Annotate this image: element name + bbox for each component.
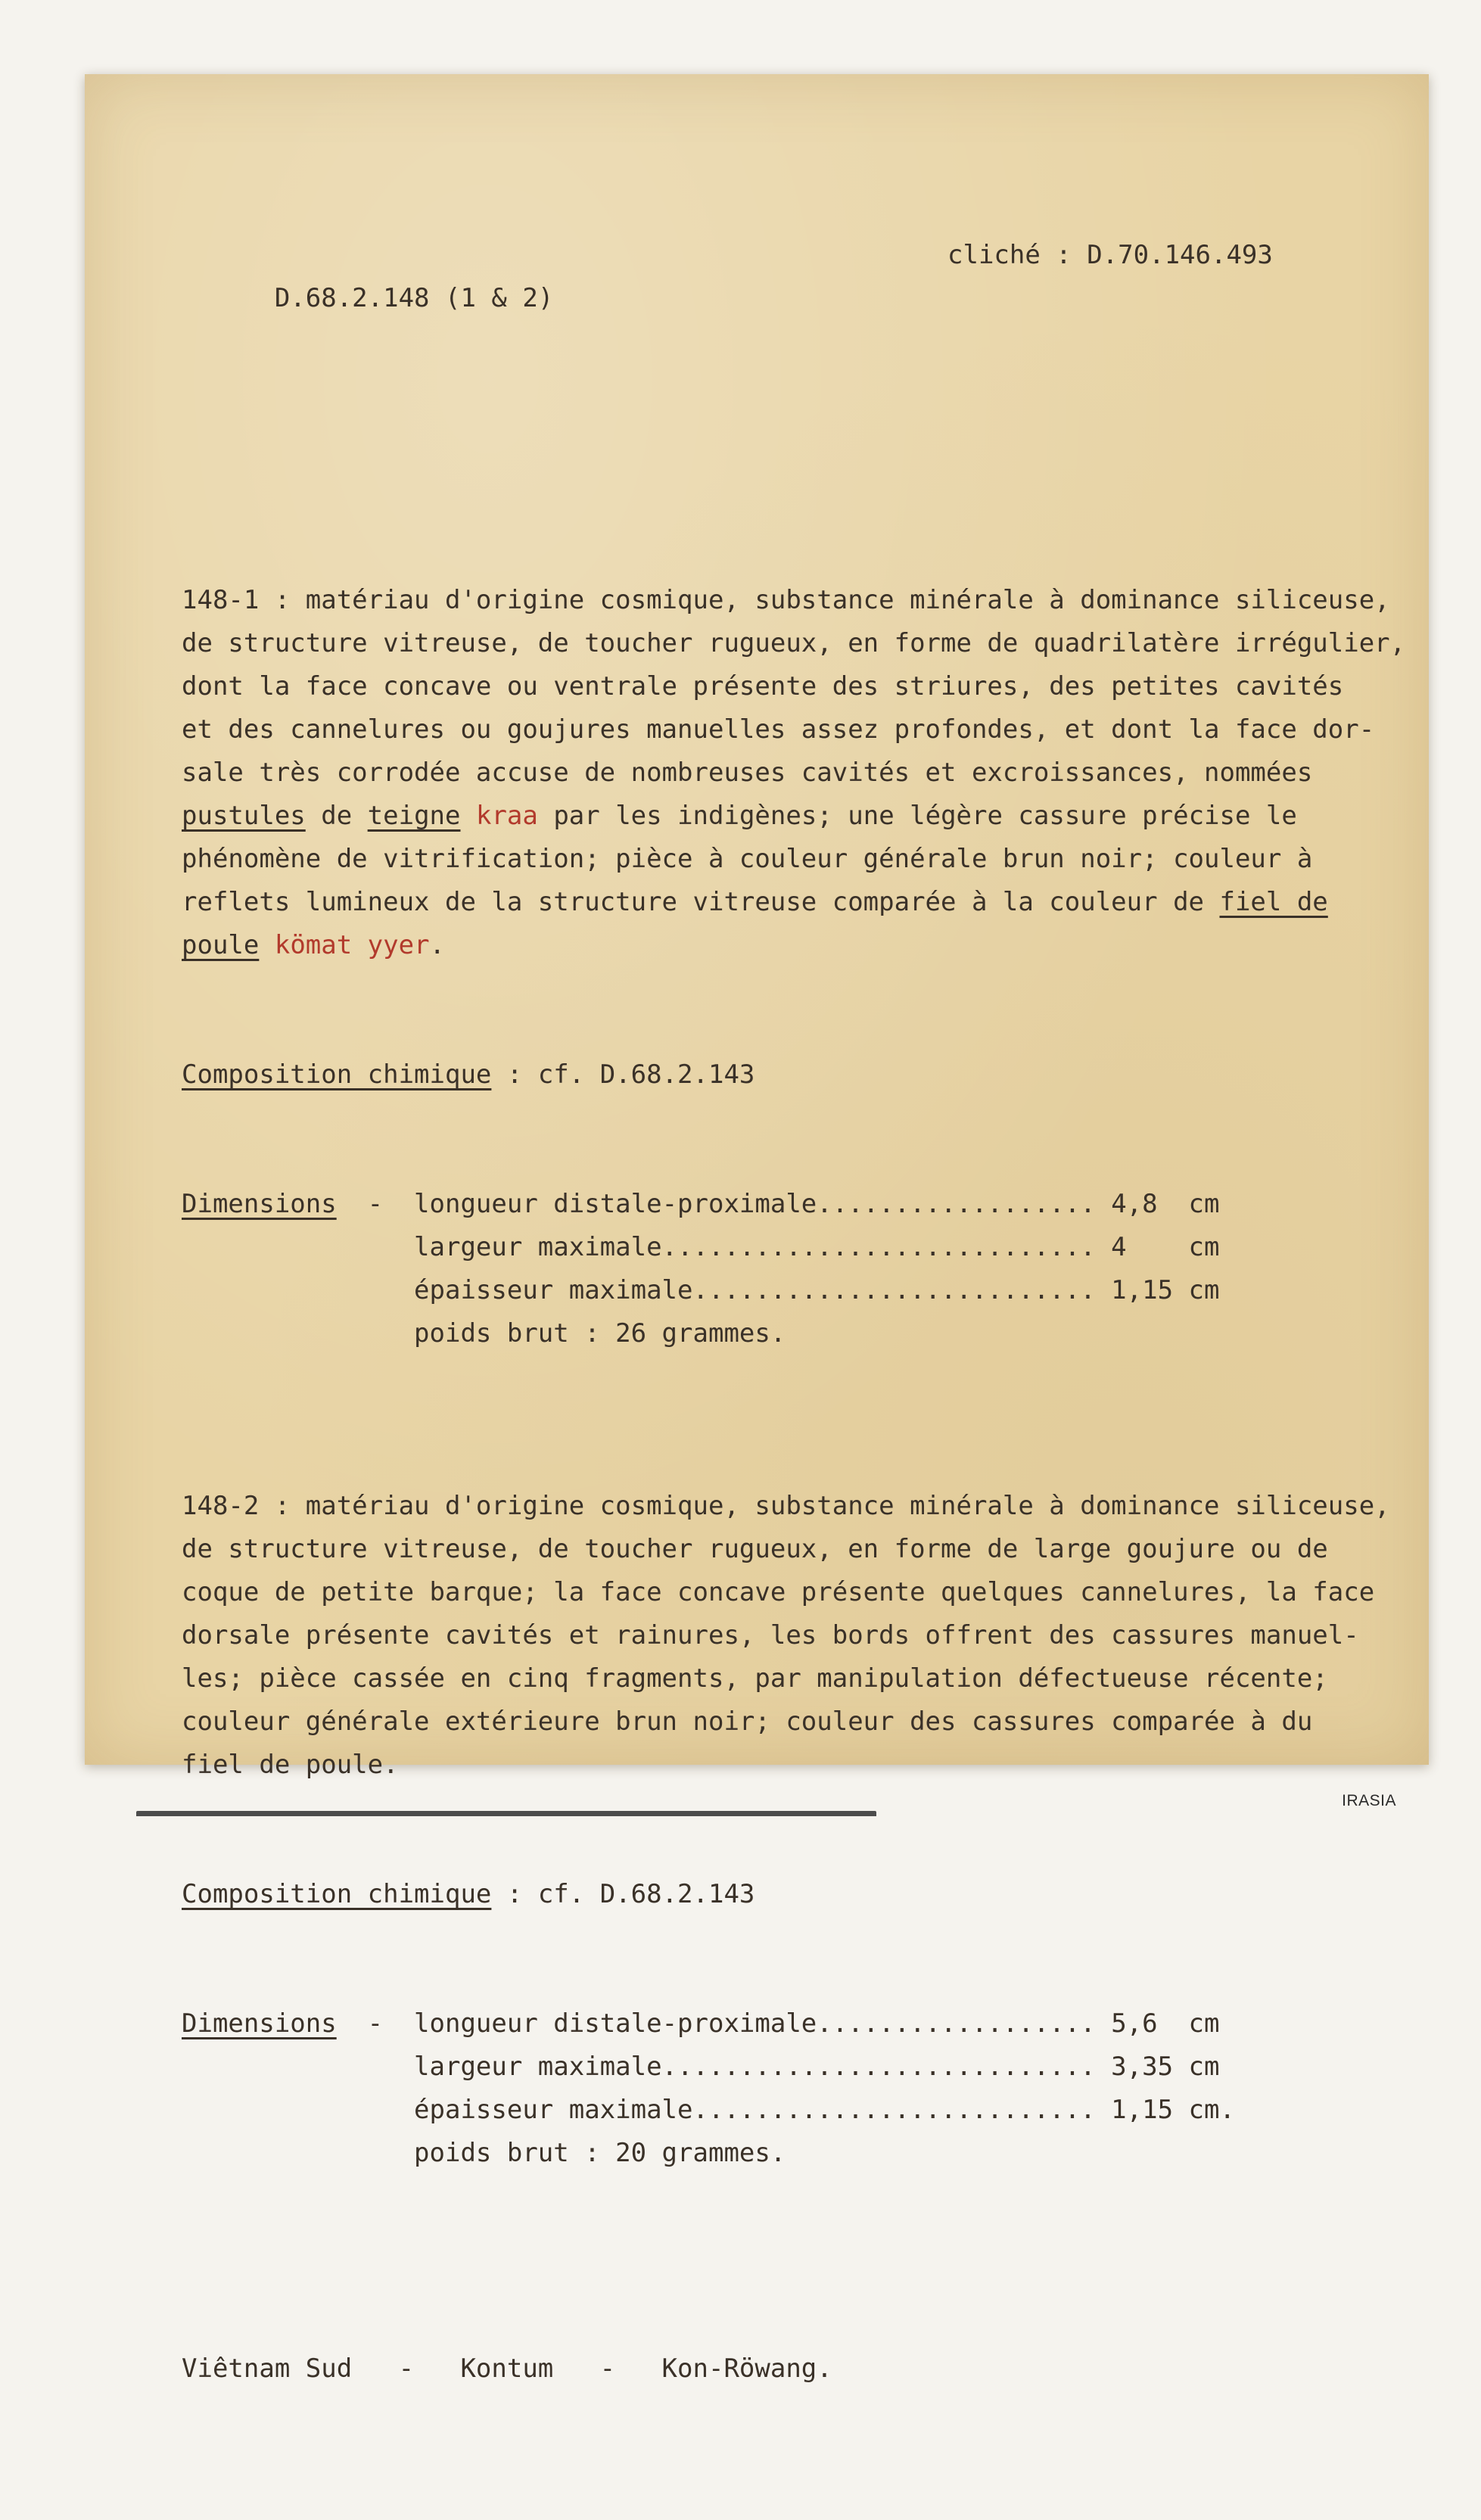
text-line: épaisseur maximale.......................... 1,15 cm [182, 1275, 1220, 1305]
item-148-1-dimensions [182, 1183, 1429, 1355]
text-line: largeur maximale............................ 3,35 cm [182, 2052, 1220, 2082]
item-148-2-description [182, 1485, 1429, 1787]
provenance-line: Viêtnam Sud - Kontum - Kon-Röwang. [182, 2354, 832, 2384]
text-line: poids brut : 26 grammes. [182, 1318, 786, 1349]
text-line: coque de petite barque; la face concave présente quelques cannelures, la face [182, 1577, 1375, 1607]
text-line: dorsale présente cavités et rainures, les bords offrent des cassures manuel- [182, 1620, 1359, 1650]
text-line: couleur générale extérieure brun noir; couleur des cassures comparée à du [182, 1706, 1313, 1737]
text-line: Composition chimique : cf. D.68.2.143 [182, 1879, 755, 1909]
text-line: épaisseur maximale.......................... 1,15 cm. [182, 2095, 1235, 2125]
text-line: Dimensions - longueur distale-proximale.................. 5,6 cm [182, 2008, 1220, 2039]
text-line: et des cannelures ou goujures manuelles assez profondes, et dont la face dor- [182, 714, 1375, 745]
item-148-2-composition [182, 1873, 1429, 1916]
text-line: de structure vitreuse, de toucher rugueux, en forme de quadrilatère irrégulier, [182, 628, 1406, 658]
text-line: poule kömat yyer. [182, 930, 446, 960]
photo-reference: cliché : D.70.146.493 [947, 240, 1273, 270]
item-148-2-dimensions [182, 2002, 1429, 2175]
text-line: Dimensions - longueur distale-proximale.................. 4,8 cm [182, 1189, 1220, 1219]
irasia-watermark: IRASIA [1342, 1792, 1396, 1809]
item-148-1-description [182, 579, 1429, 967]
scan-edge-artifact [136, 1811, 876, 1816]
typewritten-text [182, 104, 1429, 2520]
text-line: phénomène de vitrification; pièce à couleur générale brun noir; couleur à [182, 844, 1313, 874]
text-line: 148-1 : matériau d'origine cosmique, substance minérale à dominance siliceuse, [182, 585, 1390, 615]
text-line: les; pièce cassée en cinq fragments, par manipulation défectueuse récente; [182, 1663, 1328, 1694]
item-148-1-composition [182, 1053, 1429, 1097]
text-line: fiel de poule. [182, 1750, 399, 1780]
document-header [182, 234, 1429, 406]
text-line: de structure vitreuse, de toucher rugueux, en forme de large goujure ou de [182, 1534, 1328, 1564]
text-line: reflets lumineux de la structure vitreuse comparée à la couleur de fiel de [182, 887, 1328, 917]
text-line: pustules de teigne kraa par les indigènes; une légère cassure précise le [182, 801, 1297, 831]
text-line: dont la face concave ou ventrale présente des striures, des petites cavités [182, 671, 1344, 702]
text-line: sale très corrodée accuse de nombreuses cavités et excroissances, nommées [182, 758, 1313, 788]
text-line: 148-2 : matériau d'origine cosmique, substance minérale à dominance siliceuse, [182, 1491, 1390, 1521]
text-line: poids brut : 20 grammes. [182, 2138, 786, 2168]
text-line: Composition chimique : cf. D.68.2.143 [182, 1059, 755, 1090]
text-line: largeur maximale............................ 4 cm [182, 1232, 1220, 1262]
catalog-number: D.68.2.148 (1 & 2) [274, 283, 554, 313]
